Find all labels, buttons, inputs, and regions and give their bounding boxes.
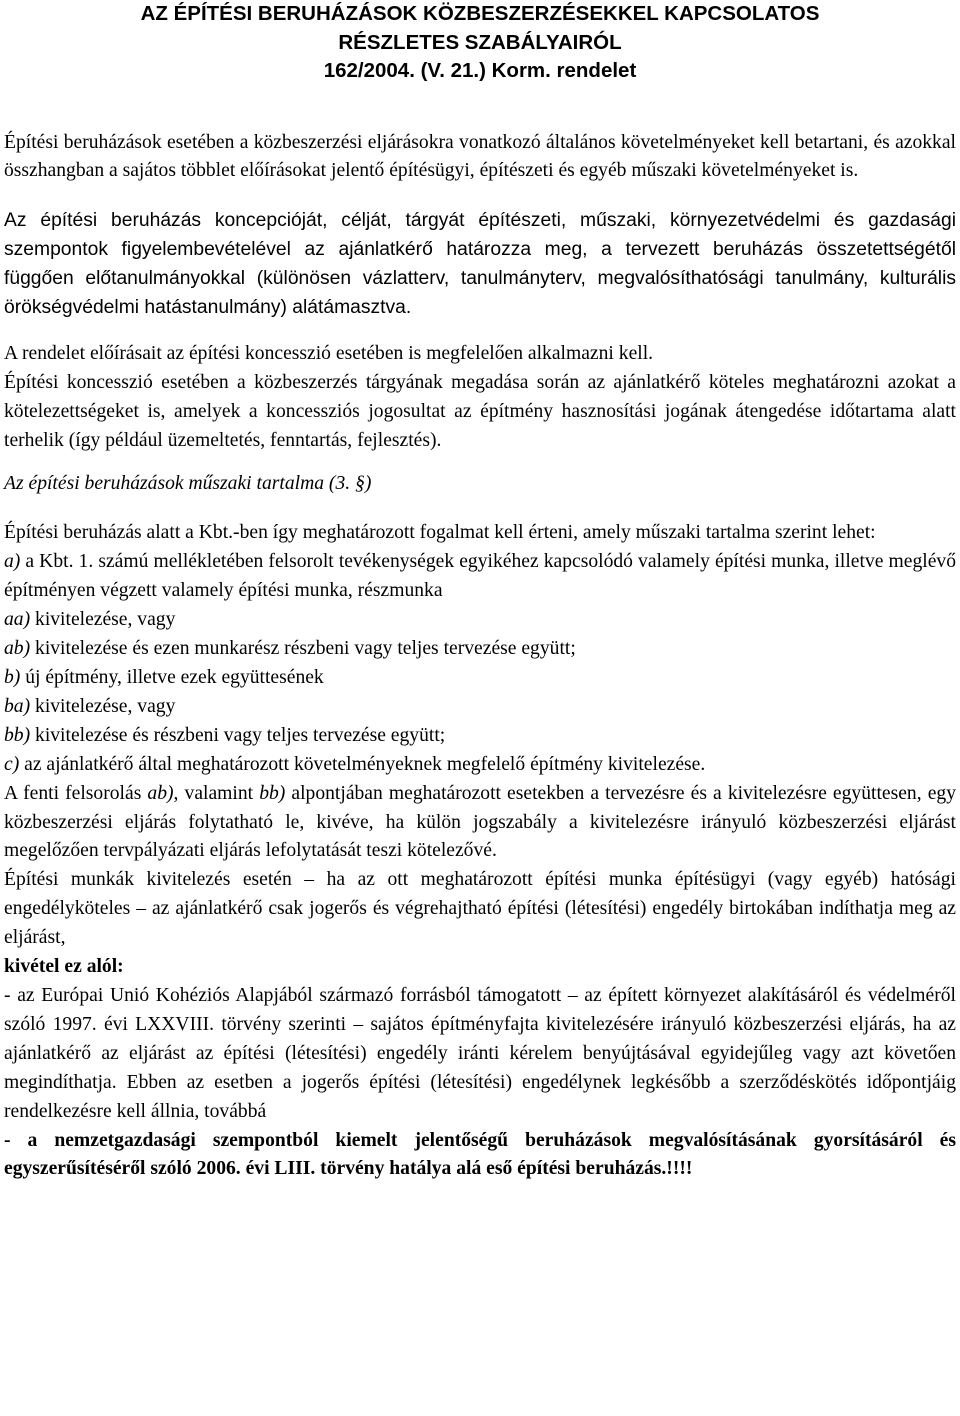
document-title [4, 0, 956, 86]
list-item-c [4, 751, 956, 780]
concession-paragraph: Építési koncesszió esetében a közbeszerzés tárgyának megadása során az ajánlatkérő köteles meghatározni azokat a kötelezettségeket is, amelyek a koncessziós jogosultat az építmény hasznosítási jogának átengedése időtartama alatt terhelik (így például üzemeltetés, fenntartás, fejlesztés). [4, 371, 956, 451]
combined-text-2: , valamint [173, 782, 260, 804]
list-item-text: kivitelezése és részbeni vagy teljes tervezése együtt; [30, 724, 446, 746]
exception-item-2: - a nemzetgazdasági szempontból kiemelt jelentőségű beruházások megvalósításának gyorsításáról és egyszerűsítéséről szóló 2006. évi LIII. törvény hatálya alá eső építési beruházás.!!!! [4, 1129, 956, 1180]
list-item-text: új építmény, illetve ezek együttesének [20, 667, 324, 688]
list-item-label: b) [4, 667, 21, 688]
list-item-text: a Kbt. 1. számú mellékletében felsorolt tevékenységek egyikéhez kapcsolódó valamely építési munka, illetve meglévő építményen végzett valamely építési munka, részmunka [4, 551, 956, 602]
combined-text-3: alpontjában meghatározott esetekben a tervezésre és a kivitelezésre együttesen, egy közbeszerzési eljárás folytatható le, kivéve, ha külön jogszabály a kivitelezésre irányuló közbeszerzési eljárást megelőzően tervpályázati eljárás lefolytatását teszi kötelezővé. [4, 782, 956, 862]
exception-label: kivétel ez alól: [4, 956, 124, 978]
list-item-label: ab) [4, 638, 31, 660]
list-item-a [4, 548, 956, 606]
combined-text-1: A fenti felsorolás [4, 782, 148, 804]
combined-ref-bb: bb) [259, 782, 286, 804]
intro-paragraph: Építési beruházások esetében a közbeszerzési eljárásokra vonatkozó általános követelményeket kell betartani, és azokkal összhangban a sajátos többlet előírásokat jelentő építésügyi, építészeti és egyéb műszaki követelményeket is. [4, 131, 956, 182]
list-item-aa [4, 606, 956, 635]
list-item-bb [4, 722, 956, 751]
concession-rule-paragraph: A rendelet előírásait az építési koncesszió esetében is megfelelően alkalmazni kell. [4, 342, 654, 364]
combined-ref-ab: ab) [147, 782, 174, 804]
combined-procedure-paragraph [4, 780, 956, 867]
list-item-label: bb) [4, 724, 31, 746]
definition-intro: Építési beruházás alatt a Kbt.-ben így meghatározott fogalmat kell érteni, amely műszaki tartalma szerint lehet: [4, 522, 876, 544]
list-item-label: ba) [4, 695, 31, 717]
list-item-b [4, 664, 956, 693]
list-item-text: kivitelezése és ezen munkarész részbeni vagy teljes tervezése együtt; [30, 638, 576, 660]
list-item-label: c) [4, 753, 20, 775]
list-item-ab [4, 635, 956, 664]
list-item-text: az ajánlatkérő által meghatározott követelményeknek megfelelő építmény kivitelezése. [19, 753, 706, 775]
section-heading: Az építési beruházások műszaki tartalma (3. §) [4, 472, 372, 494]
list-item-ba [4, 693, 956, 722]
list-item-text: kivitelezése, vagy [30, 609, 176, 631]
title-line-2: RÉSZLETES SZABÁLYAIRÓL [338, 30, 622, 54]
list-item-label: aa) [4, 609, 31, 631]
title-line-3: 162/2004. (V. 21.) Korm. rendelet [323, 59, 637, 82]
definition-list [4, 548, 956, 779]
list-item-label: a) [4, 551, 21, 573]
list-item-text: kivitelezése, vagy [30, 695, 176, 717]
exception-item-1: - az Európai Unió Kohéziós Alapjából származó forrásból támogatott – az épített környezet alakításáról és védelméről szóló 1997. évi LXXVIII. törvény szerinti – sajátos építményfajta kivitelezésére irányuló közbeszerzési eljárás, ha az ajánlatkérő az eljárást az építési (létesítési) engedély iránti kérelem benyújtásával egyidejűleg vagy azt követően megindíthatja. Ebben az esetben a jogerős építési (létesítési) engedélynek legkésőbb a szerződéskötés időpontjáig rendelkezésre kell állnia, továbbá [4, 984, 956, 1122]
concept-paragraph: Az építési beruházás koncepcióját, célját, tárgyát építészeti, műszaki, környezetvédelmi és gazdasági szempontok figyelembevételével az ajánlatkérő határozza meg, a tervezett beruházás összetettségétől függően előtanulmányokkal (különösen vázlatterv, tanulmányterv, megvalósíthatósági tanulmány, kulturális örökségvédelmi hatástanulmány) alátámasztva. [4, 210, 956, 319]
title-line-1: AZ ÉPÍTÉSI BERUHÁZÁSOK KÖZBESZERZÉSEKKEL KAPCSOLATOS [140, 2, 820, 25]
works-paragraph: Építési munkák kivitelezés esetén – ha az ott meghatározott építési munka építésügyi (vagy egyéb) hatósági engedélyköteles – az ajánlatkérő csak jogerős és végrehajtható építési (létesítési) engedély birtokában indíthatja meg az eljárást, [4, 869, 956, 949]
